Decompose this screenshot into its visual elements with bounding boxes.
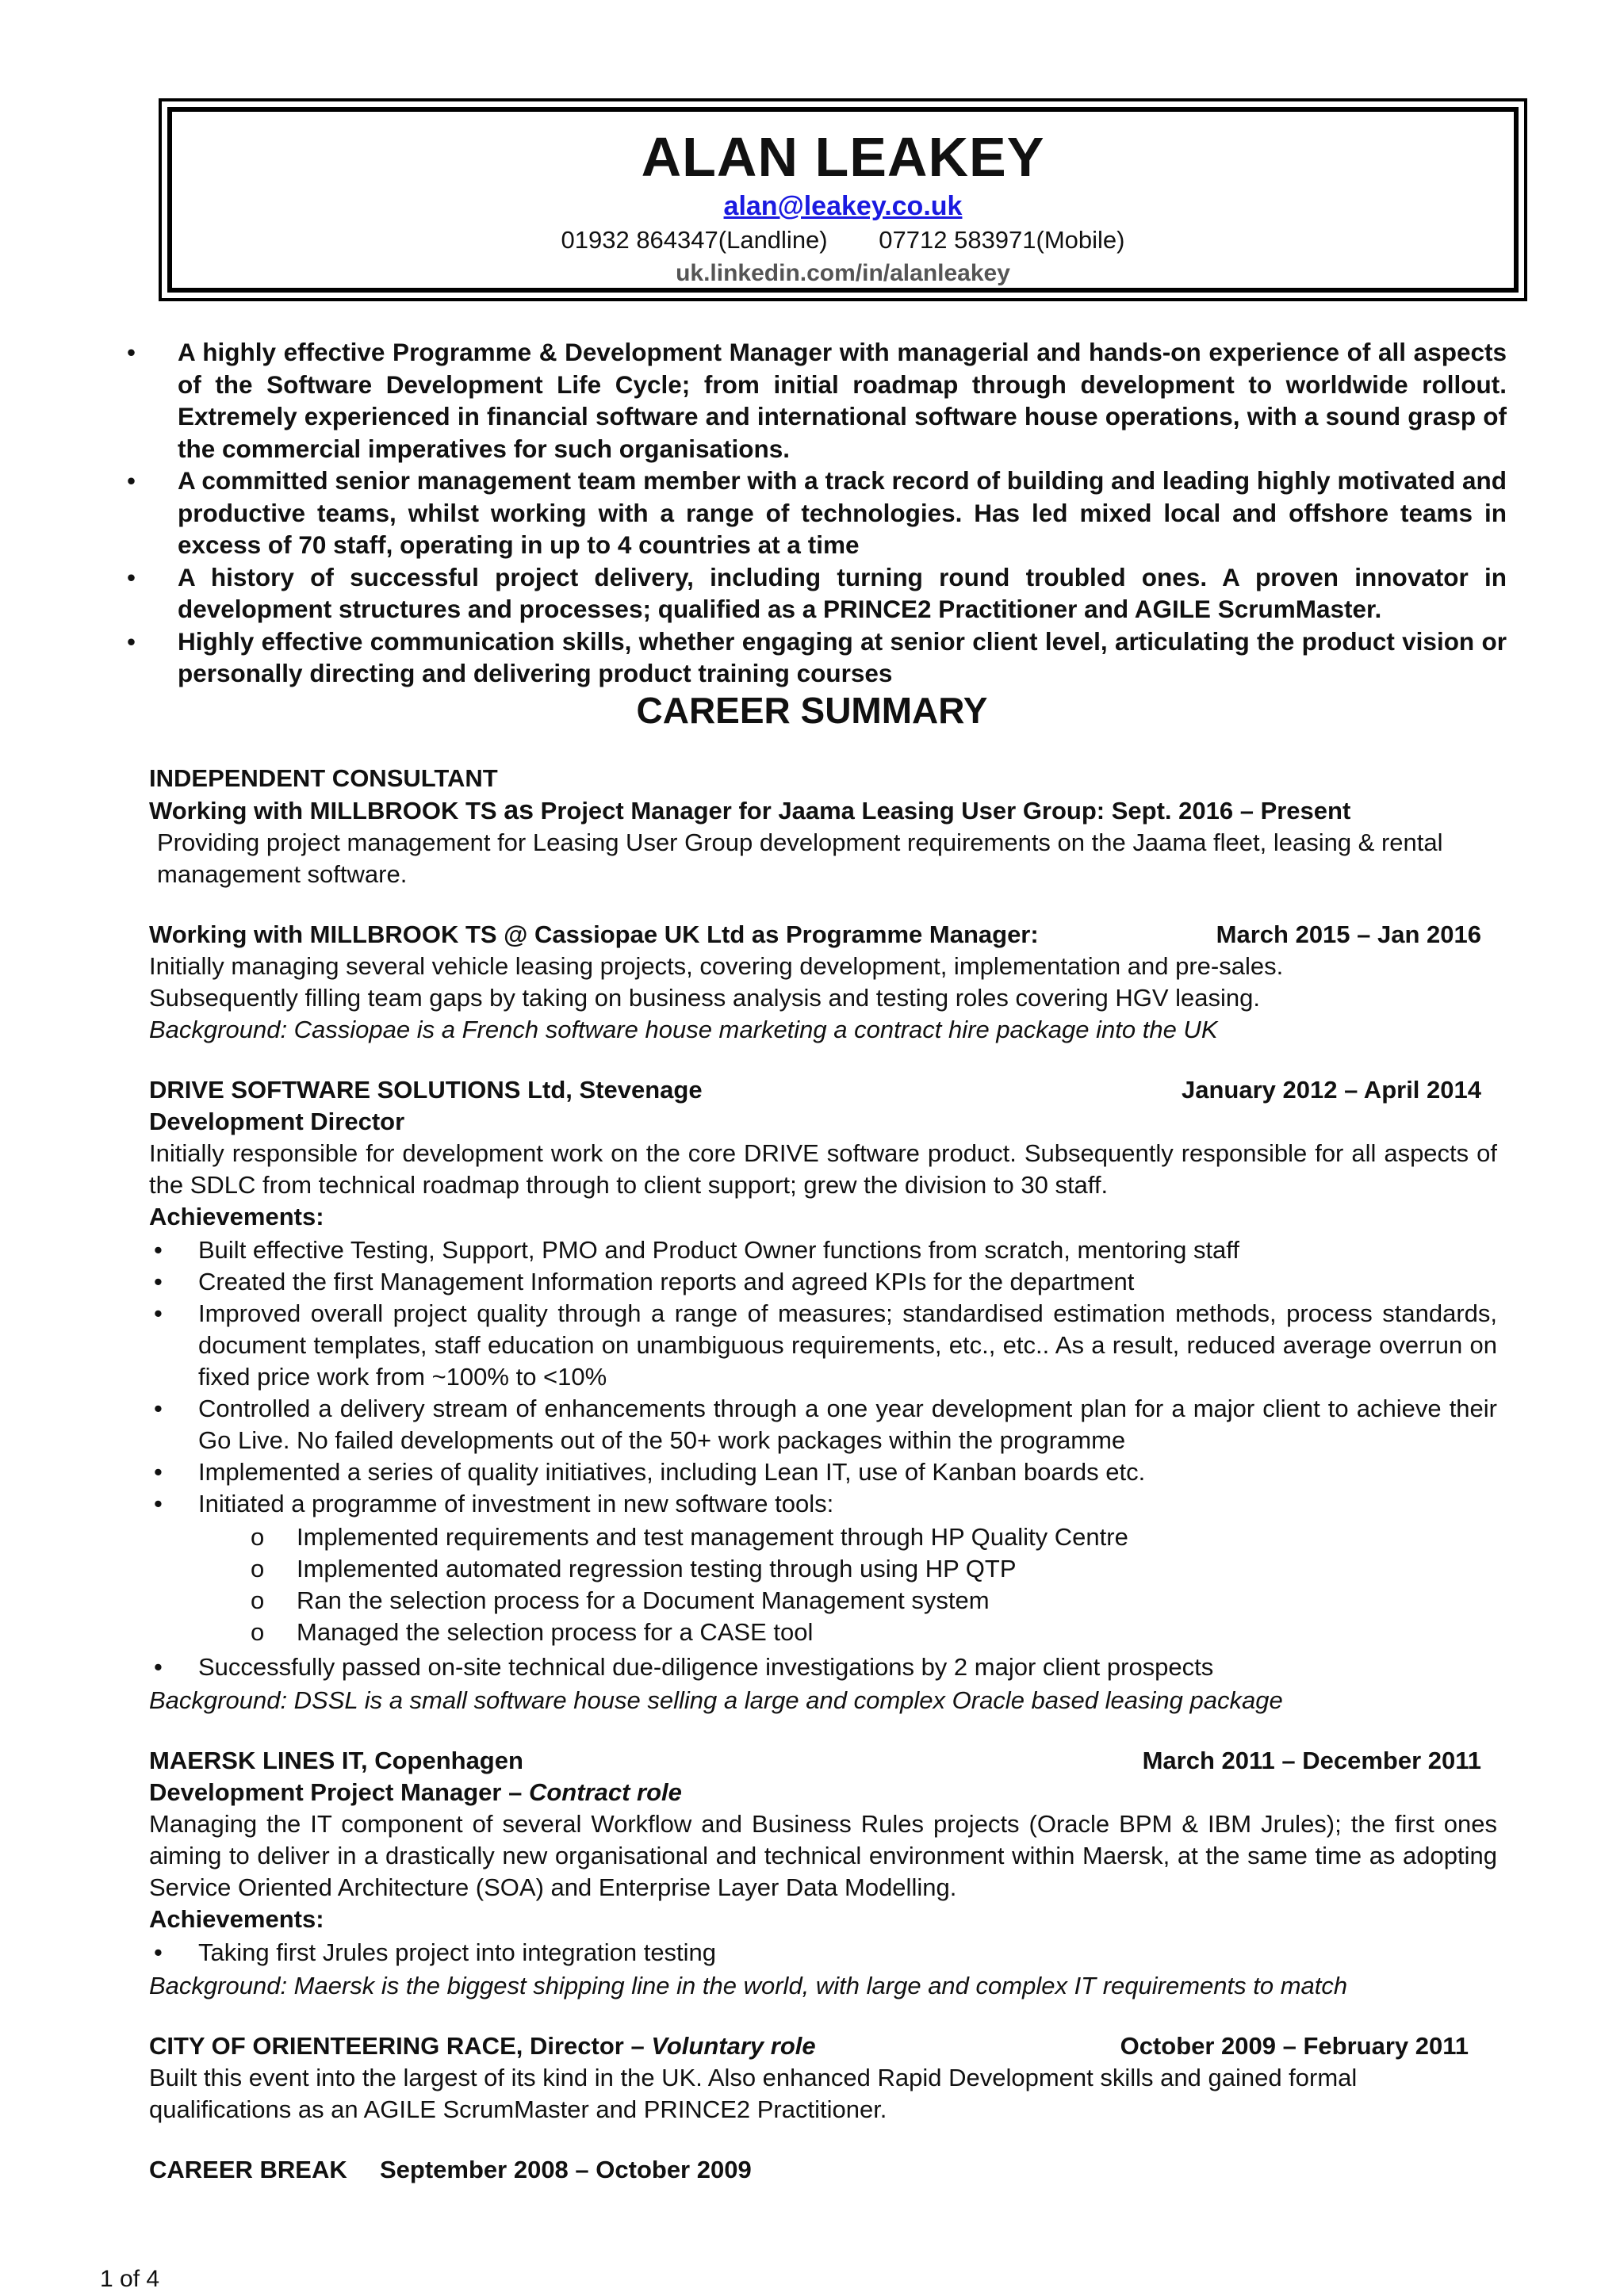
orienteering-description: Built this event into the largest of its kind in the UK. Also enhanced Rapid Development skills and gained formal qualifications as an AGILE ScrumMaster and PRINCE2 Practitioner. [149,2064,1358,2123]
orienteering-header [149,2030,1497,2062]
drive-last-list [149,1651,1497,1683]
orienteering-title-b: Voluntary role [651,2032,816,2060]
profile-summary-list [127,336,1507,690]
email-link[interactable]: alan@leakey.co.uk [723,191,963,221]
header-box [159,98,1527,301]
phone-numbers [172,223,1514,258]
maersk-achievements-label: Achievements: [149,1905,324,1933]
candidate-name: ALAN LEAKEY [641,126,1045,188]
sub-item-text: Managed the selection process for a CASE tool [297,1618,814,1646]
career-break-label: CAREER BREAK [149,2156,347,2183]
role-1-title-b: Project Manager for Jaama Leasing User Group: Sept. 2016 – Present [540,797,1351,825]
role-1-title-as: as [504,795,534,825]
maersk-title-b: Contract role [528,1778,682,1806]
sub-item: o Implemented automated regression testing through using HP QTP [251,1555,1017,1582]
maersk-title [149,1777,1497,1808]
sub-item: o Ran the selection process for a Document Management system [251,1586,990,1614]
header-inner [167,107,1519,293]
summary-item: • Highly effective communication skills, whether engaging at senior client level, articulating the product vision or personally directing and delivering product training courses [127,626,1507,690]
career-break-dates: September 2008 – October 2009 [380,2156,752,2183]
achievement-item: • Implemented a series of quality initiatives, including Lean IT, use of Kanban boards etc. [149,1456,1497,1488]
achievement-item: • Controlled a delivery stream of enhancements through a one year development plan for a major client to achieve their Go Live. No failed developments out of the 50+ work packages within the programme [149,1393,1497,1456]
sub-item-text: Implemented requirements and test management through HP Quality Centre [297,1523,1128,1551]
page-number: 1 of 4 [100,2266,160,2292]
sub-item: o Implemented requirements and test management through HP Quality Centre [251,1523,1128,1551]
drive-title: Development Director [149,1108,405,1135]
sub-item-text: Implemented automated regression testing through using HP QTP [297,1555,1017,1582]
independent-heading: INDEPENDENT CONSULTANT [149,764,498,792]
role-2-background: Background: Cassiopae is a French software house marketing a contract hire package into the UK [149,1016,1218,1043]
role-1-title [149,794,1497,827]
drive-achievements-label: Achievements: [149,1203,324,1230]
maersk-achievements-list [149,1937,1497,1969]
achievement-item: • Taking first Jrules project into integration testing [149,1937,1497,1969]
summary-item: • A highly effective Programme & Development Manager with managerial and hands-on experience of all aspects of the Software Development Life Cycle; from initial roadmap through development to worldwide rollout. Extremely experienced in financial software and international software house operations, with a sound grasp of the commercial imperatives for such organisations. [127,336,1507,465]
career-content [149,763,1497,2186]
drive-sub-list [149,1521,1497,1648]
maersk-background: Background: Maersk is the biggest shipping line in the world, with large and complex IT requirements to match [149,1972,1348,1999]
role-2-title: Working with MILLBROOK TS @ Cassiopae UK Ltd as Programme Manager: [149,920,1039,948]
drive-achievements-list [149,1234,1497,1520]
achievement-item: • Created the first Management Information reports and agreed KPIs for the department [149,1266,1497,1298]
maersk-company: MAERSK LINES IT, Copenhagen [149,1747,523,1774]
achievement-item: • Initiated a programme of investment in new software tools: [149,1488,1497,1520]
drive-dates: January 2012 – April 2014 [1182,1076,1481,1104]
orienteering-title [149,2030,816,2062]
achievement-item: • Improved overall project quality through a range of measures; standardised estimation methods, process standards, document templates, staff education on unambiguous requirements, etc., etc.. As a result, reduced average overrun on fixed price work from ~100% to <10% [149,1298,1497,1393]
maersk-header [149,1745,1497,1777]
career-summary-heading: CAREER SUMMARY [636,690,988,731]
linkedin-url: uk.linkedin.com/in/alanleakey [676,260,1010,286]
achievement-item: • Built effective Testing, Support, PMO and Product Owner functions from scratch, mentoring staff [149,1234,1497,1266]
landline-phone: 01932 864347(Landline) [561,226,828,254]
role-2-header [149,919,1497,951]
drive-background: Background: DSSL is a small software house selling a large and complex Oracle based leasing package [149,1686,1283,1714]
maersk-dates: March 2011 – December 2011 [1142,1747,1481,1774]
summary-item: • A history of successful project delivery, including turning round troubled ones. A proven innovator in development structures and processes; qualified as a PRINCE2 Practitioner and AGILE ScrumMaster. [127,561,1507,626]
drive-description: Initially responsible for development work on the core DRIVE software product. Subsequently responsible for all aspects of the SDLC from technical roadmap through to client support; grew the division to 30 staff. [149,1139,1497,1199]
maersk-title-a: Development Project Manager – [149,1778,523,1806]
career-break [149,2154,1497,2186]
maersk-description: Managing the IT component of several Workflow and Business Rules projects (Oracle BPM & IBM Jrules); the first ones aiming to deliver in a drastically new organisational and technical environment within Maersk, at the same time as adopting Service Oriented Architecture (SOA) and Enterprise Layer Data Modelling. [149,1810,1497,1901]
mobile-phone: 07712 583971(Mobile) [879,226,1125,254]
drive-company: DRIVE SOFTWARE SOLUTIONS Ltd, Stevenage [149,1076,703,1104]
achievement-item: • Successfully passed on-site technical due-diligence investigations by 2 major client prospects [149,1651,1497,1683]
role-1-title-a: Working with MILLBROOK TS [149,797,497,825]
role-2-dates: March 2015 – Jan 2016 [1216,920,1481,948]
drive-header [149,1074,1497,1106]
sub-item-text: Ran the selection process for a Document Management system [297,1586,990,1614]
orienteering-dates: October 2009 – February 2011 [1120,2032,1469,2060]
role-1-description: Providing project management for Leasing User Group development requirements on the Jaama fleet, leasing & rental management software. [157,828,1443,888]
role-2-line-2: Subsequently filling team gaps by taking on business analysis and testing roles covering HGV leasing. [149,984,1260,1012]
role-2-line-1: Initially managing several vehicle leasing projects, covering development, implementation and pre-sales. [149,952,1284,980]
orienteering-title-a: CITY OF ORIENTEERING RACE, Director – [149,2032,645,2060]
sub-item: o Managed the selection process for a CASE tool [251,1618,814,1646]
summary-item: • A committed senior management team member with a track record of building and leading highly motivated and productive teams, whilst working with a range of technologies. Has led mixed local and offshore teams in excess of 70 staff, operating in up to 4 countries at a time [127,465,1507,561]
